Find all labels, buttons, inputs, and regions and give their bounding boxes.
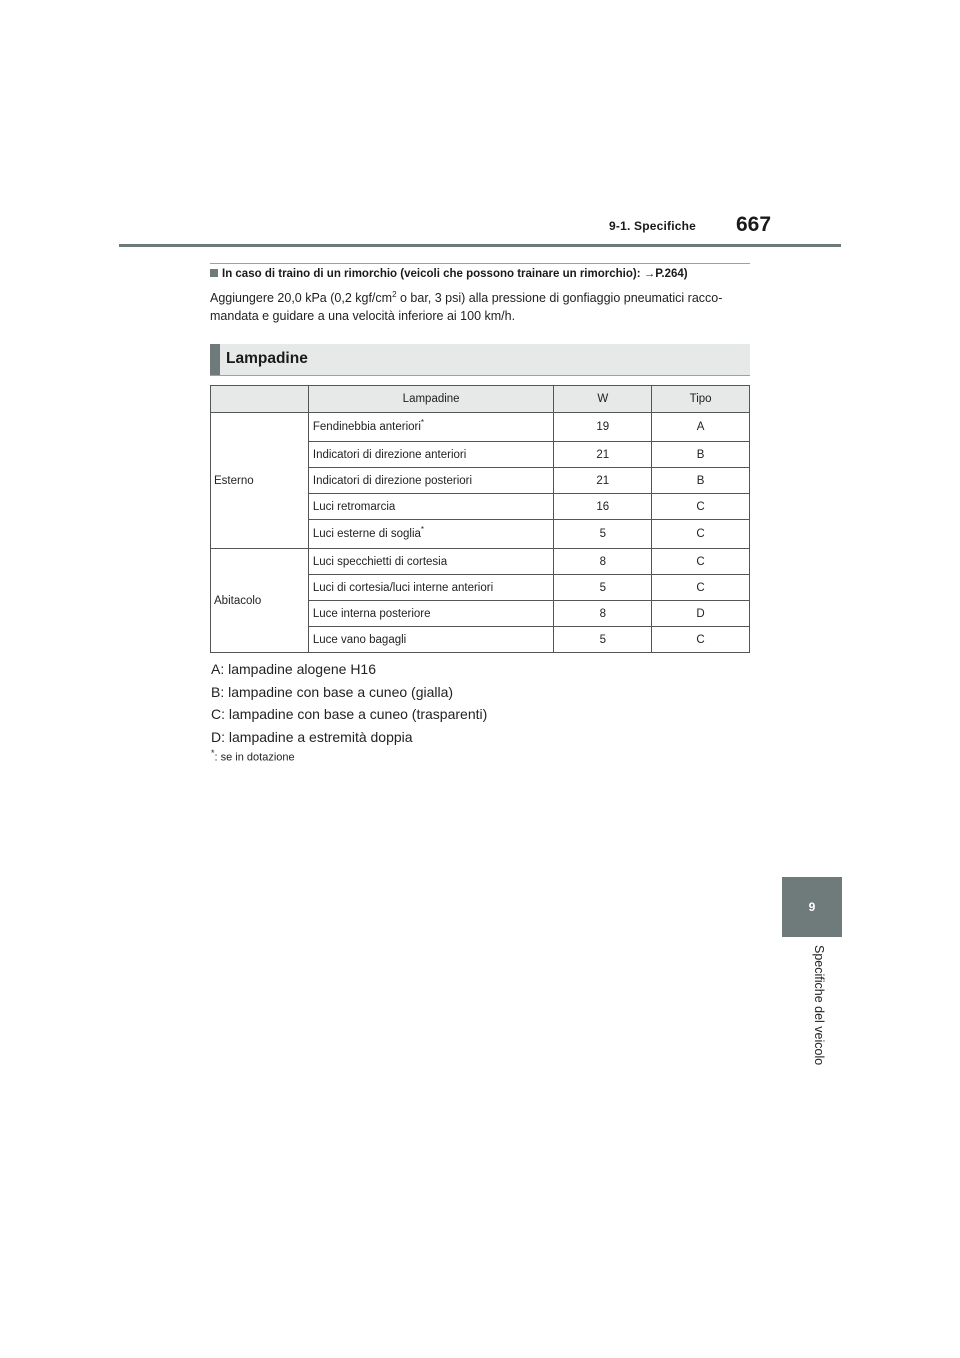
watt-cell: 19	[554, 413, 652, 442]
table-row	[211, 413, 750, 442]
watt-cell: 8	[554, 601, 652, 627]
table-row	[211, 549, 750, 575]
footnote	[211, 748, 295, 764]
header-cell-bulbs: Lampadine	[308, 386, 554, 413]
chapter-label: Specifiche del veicolo	[812, 945, 826, 1066]
header-cell-type: Tipo	[652, 386, 750, 413]
watt-cell: 5	[554, 575, 652, 601]
type-legend	[211, 658, 487, 748]
watt-cell: 5	[554, 520, 652, 549]
type-cell: C	[652, 627, 750, 653]
bulb-cell: Luci retromarcia	[308, 494, 554, 520]
group-cell-exterior: Esterno	[211, 413, 309, 549]
bulb-cell: Luce vano bagagli	[308, 627, 554, 653]
superscript-2: 2	[392, 289, 397, 299]
chapter-number: 9	[808, 900, 816, 914]
running-header-section: 9-1. Specifiche	[609, 219, 697, 233]
chapter-tab	[782, 877, 842, 937]
towing-note-body	[210, 289, 755, 325]
towing-note-text-3: mandata e guidare a una velocità inferiore ai 100 km/h.	[210, 309, 516, 323]
watt-cell: 16	[554, 494, 652, 520]
type-cell: C	[652, 494, 750, 520]
watt-cell: 21	[554, 442, 652, 468]
table-header-row	[211, 386, 750, 413]
bulb-cell: Fendinebbia anteriori*	[308, 413, 554, 442]
bulb-cell: Luci di cortesia/luci interne anteriori	[308, 575, 554, 601]
type-cell: B	[652, 442, 750, 468]
type-cell: D	[652, 601, 750, 627]
legend-item: C: lampadine con base a cuneo (trasparenti)	[211, 706, 488, 722]
page-reference-link[interactable]: P.264)	[655, 268, 688, 280]
towing-note-text-1: Aggiungere 20,0 kPa (0,2 kgf/cm	[210, 291, 393, 305]
arrow-icon: →	[643, 268, 656, 280]
legend-item: B: lampadine con base a cuneo (gialla)	[211, 683, 454, 700]
watt-cell: 8	[554, 549, 652, 575]
legend-item: A: lampadine alogene H16	[211, 661, 377, 677]
watt-cell: 5	[554, 627, 652, 653]
towing-note-text-2: o bar, 3 psi) alla pressione di gonfiaggio pneumatici racco-	[396, 291, 723, 305]
header-cell-blank	[211, 386, 309, 413]
type-cell: C	[652, 520, 750, 549]
asterisk-mark: *	[420, 418, 425, 428]
towing-note-heading-text: In caso di traino di un rimorchio (veicoli che possono trainare un rimorchio):	[222, 268, 644, 280]
watt-cell: 21	[554, 468, 652, 494]
group-cell-cabin: Abitacolo	[211, 549, 309, 653]
bulb-cell: Indicatori di direzione anteriori	[308, 442, 554, 468]
legend-item: D: lampadine a estremità doppia	[211, 728, 413, 745]
footnote-text: : se in dotazione	[214, 751, 295, 764]
type-cell: A	[652, 413, 750, 442]
asterisk-mark: *	[420, 525, 425, 535]
header-rule	[119, 244, 841, 247]
bulb-cell: Luce interna posteriore	[308, 601, 554, 627]
section-accent	[210, 344, 220, 375]
bulb-cell: Luci specchietti di cortesia	[308, 549, 554, 575]
towing-note-heading	[210, 268, 770, 280]
page-number: 667	[736, 213, 772, 236]
section-heading	[210, 344, 750, 376]
footnote-mark: *	[211, 748, 215, 758]
section-title: Lampadine	[226, 350, 308, 367]
type-cell: B	[652, 468, 750, 494]
square-bullet-icon	[210, 269, 218, 277]
note-rule	[210, 263, 750, 264]
bulb-cell: Luci esterne di soglia*	[308, 520, 554, 549]
header-cell-watt: W	[554, 386, 652, 413]
type-cell: C	[652, 575, 750, 601]
type-cell: C	[652, 549, 750, 575]
bulb-table	[210, 385, 750, 653]
bulb-cell: Indicatori di direzione posteriori	[308, 468, 554, 494]
